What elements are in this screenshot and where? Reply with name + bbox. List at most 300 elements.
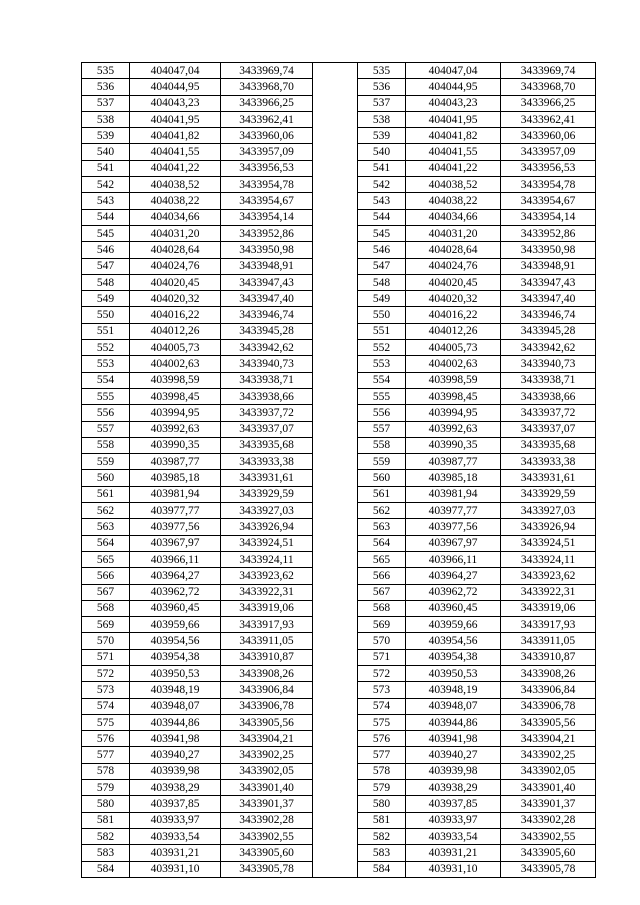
right-y-coordinate-cell: 3433938,71 (501, 372, 596, 388)
left-y-coordinate-cell: 3433902,25 (221, 747, 313, 763)
right-x-coordinate-cell: 403933,97 (406, 812, 501, 828)
left-x-coordinate-cell: 404041,22 (130, 160, 221, 176)
left-y-coordinate-cell: 3433937,72 (221, 405, 313, 421)
right-x-coordinate-cell: 404020,32 (406, 291, 501, 307)
right-y-coordinate-cell: 3433924,11 (501, 551, 596, 567)
table-row (82, 486, 596, 502)
left-y-coordinate-cell: 3433902,55 (221, 828, 313, 844)
left-y-coordinate-cell: 3433917,93 (221, 617, 313, 633)
column-gap (313, 584, 358, 600)
left-y-coordinate-cell: 3433924,51 (221, 535, 313, 551)
left-x-coordinate-cell: 404038,22 (130, 193, 221, 209)
left-y-coordinate-cell: 3433942,62 (221, 340, 313, 356)
right-y-coordinate-cell: 3433962,41 (501, 111, 596, 127)
left-y-coordinate-cell: 3433905,56 (221, 714, 313, 730)
right-x-coordinate-cell: 403985,18 (406, 470, 501, 486)
right-point-number-cell: 553 (358, 356, 406, 372)
column-gap (313, 437, 358, 453)
left-y-coordinate-cell: 3433945,28 (221, 323, 313, 339)
left-point-number-cell: 545 (82, 225, 130, 241)
right-y-coordinate-cell: 3433968,70 (501, 79, 596, 95)
right-y-coordinate-cell: 3433956,53 (501, 160, 596, 176)
column-gap (313, 535, 358, 551)
right-y-coordinate-cell: 3433969,74 (501, 63, 596, 79)
column-gap (313, 258, 358, 274)
right-y-coordinate-cell: 3433919,06 (501, 600, 596, 616)
left-x-coordinate-cell: 404005,73 (130, 340, 221, 356)
right-point-number-cell: 565 (358, 551, 406, 567)
right-x-coordinate-cell: 403981,94 (406, 486, 501, 502)
right-x-coordinate-cell: 404005,73 (406, 340, 501, 356)
right-x-coordinate-cell: 404016,22 (406, 307, 501, 323)
right-point-number-cell: 549 (358, 291, 406, 307)
left-x-coordinate-cell: 403959,66 (130, 617, 221, 633)
table-row (82, 568, 596, 584)
left-point-number-cell: 584 (82, 861, 130, 877)
left-x-coordinate-cell: 403977,56 (130, 519, 221, 535)
right-y-coordinate-cell: 3433902,25 (501, 747, 596, 763)
left-x-coordinate-cell: 404044,95 (130, 79, 221, 95)
column-gap (313, 356, 358, 372)
table-row (82, 503, 596, 519)
right-point-number-cell: 550 (358, 307, 406, 323)
right-point-number-cell: 572 (358, 665, 406, 681)
table-row (82, 307, 596, 323)
right-x-coordinate-cell: 403998,59 (406, 372, 501, 388)
right-point-number-cell: 538 (358, 111, 406, 127)
right-y-coordinate-cell: 3433901,37 (501, 796, 596, 812)
right-x-coordinate-cell: 403959,66 (406, 617, 501, 633)
right-point-number-cell: 540 (358, 144, 406, 160)
column-gap (313, 193, 358, 209)
right-x-coordinate-cell: 404047,04 (406, 63, 501, 79)
column-gap (313, 861, 358, 877)
right-y-coordinate-cell: 3433905,78 (501, 861, 596, 877)
right-y-coordinate-cell: 3433911,05 (501, 633, 596, 649)
left-point-number-cell: 541 (82, 160, 130, 176)
column-gap (313, 225, 358, 241)
column-gap (313, 503, 358, 519)
column-gap (313, 388, 358, 404)
left-point-number-cell: 572 (82, 665, 130, 681)
right-y-coordinate-cell: 3433948,91 (501, 258, 596, 274)
right-x-coordinate-cell: 404031,20 (406, 225, 501, 241)
left-x-coordinate-cell: 403948,07 (130, 698, 221, 714)
table-row (82, 405, 596, 421)
right-point-number-cell: 539 (358, 128, 406, 144)
left-y-coordinate-cell: 3433906,78 (221, 698, 313, 714)
table-row (82, 177, 596, 193)
left-y-coordinate-cell: 3433908,26 (221, 665, 313, 681)
left-x-coordinate-cell: 403938,29 (130, 780, 221, 796)
right-point-number-cell: 581 (358, 812, 406, 828)
table-row (82, 323, 596, 339)
table-row (82, 731, 596, 747)
column-gap (313, 160, 358, 176)
left-x-coordinate-cell: 403948,19 (130, 682, 221, 698)
left-x-coordinate-cell: 404012,26 (130, 323, 221, 339)
left-point-number-cell: 582 (82, 828, 130, 844)
right-x-coordinate-cell: 403998,45 (406, 388, 501, 404)
column-gap (313, 209, 358, 225)
left-x-coordinate-cell: 404038,52 (130, 177, 221, 193)
right-y-coordinate-cell: 3433950,98 (501, 242, 596, 258)
right-point-number-cell: 551 (358, 323, 406, 339)
left-x-coordinate-cell: 404041,82 (130, 128, 221, 144)
table-row (82, 861, 596, 877)
right-y-coordinate-cell: 3433954,78 (501, 177, 596, 193)
right-point-number-cell: 563 (358, 519, 406, 535)
right-x-coordinate-cell: 404024,76 (406, 258, 501, 274)
column-gap (313, 79, 358, 95)
right-x-coordinate-cell: 403977,56 (406, 519, 501, 535)
left-point-number-cell: 578 (82, 763, 130, 779)
left-y-coordinate-cell: 3433937,07 (221, 421, 313, 437)
right-y-coordinate-cell: 3433902,05 (501, 763, 596, 779)
right-x-coordinate-cell: 403962,72 (406, 584, 501, 600)
right-x-coordinate-cell: 403954,56 (406, 633, 501, 649)
right-x-coordinate-cell: 403933,54 (406, 828, 501, 844)
table-row (82, 470, 596, 486)
right-point-number-cell: 537 (358, 95, 406, 111)
left-y-coordinate-cell: 3433919,06 (221, 600, 313, 616)
left-point-number-cell: 543 (82, 193, 130, 209)
column-gap (313, 649, 358, 665)
table-body (82, 63, 596, 878)
left-point-number-cell: 583 (82, 845, 130, 861)
right-y-coordinate-cell: 3433952,86 (501, 225, 596, 241)
right-point-number-cell: 584 (358, 861, 406, 877)
right-point-number-cell: 562 (358, 503, 406, 519)
left-point-number-cell: 557 (82, 421, 130, 437)
right-point-number-cell: 554 (358, 372, 406, 388)
column-gap (313, 177, 358, 193)
left-point-number-cell: 569 (82, 617, 130, 633)
right-point-number-cell: 543 (358, 193, 406, 209)
left-y-coordinate-cell: 3433902,28 (221, 812, 313, 828)
table-row (82, 584, 596, 600)
left-y-coordinate-cell: 3433969,74 (221, 63, 313, 79)
column-gap (313, 372, 358, 388)
right-x-coordinate-cell: 404041,55 (406, 144, 501, 160)
table-row (82, 372, 596, 388)
right-point-number-cell: 547 (358, 258, 406, 274)
table-row (82, 600, 596, 616)
column-gap (313, 568, 358, 584)
right-y-coordinate-cell: 3433947,43 (501, 274, 596, 290)
left-point-number-cell: 560 (82, 470, 130, 486)
left-y-coordinate-cell: 3433960,06 (221, 128, 313, 144)
right-y-coordinate-cell: 3433908,26 (501, 665, 596, 681)
right-point-number-cell: 582 (358, 828, 406, 844)
column-gap (313, 307, 358, 323)
left-point-number-cell: 537 (82, 95, 130, 111)
right-x-coordinate-cell: 403994,95 (406, 405, 501, 421)
coordinate-table (81, 62, 596, 878)
right-y-coordinate-cell: 3433940,73 (501, 356, 596, 372)
right-y-coordinate-cell: 3433945,28 (501, 323, 596, 339)
table-row (82, 845, 596, 861)
left-point-number-cell: 571 (82, 649, 130, 665)
right-x-coordinate-cell: 403954,38 (406, 649, 501, 665)
column-gap (313, 780, 358, 796)
left-y-coordinate-cell: 3433957,09 (221, 144, 313, 160)
left-point-number-cell: 563 (82, 519, 130, 535)
table-row (82, 79, 596, 95)
right-x-coordinate-cell: 404038,52 (406, 177, 501, 193)
table-row (82, 421, 596, 437)
right-y-coordinate-cell: 3433937,07 (501, 421, 596, 437)
right-y-coordinate-cell: 3433906,78 (501, 698, 596, 714)
left-x-coordinate-cell: 404016,22 (130, 307, 221, 323)
table-row (82, 649, 596, 665)
table-row (82, 519, 596, 535)
table-row (82, 747, 596, 763)
left-point-number-cell: 547 (82, 258, 130, 274)
left-x-coordinate-cell: 404041,55 (130, 144, 221, 160)
right-y-coordinate-cell: 3433937,72 (501, 405, 596, 421)
left-point-number-cell: 568 (82, 600, 130, 616)
left-point-number-cell: 580 (82, 796, 130, 812)
right-y-coordinate-cell: 3433905,56 (501, 714, 596, 730)
column-gap (313, 111, 358, 127)
right-point-number-cell: 579 (358, 780, 406, 796)
column-gap (313, 144, 358, 160)
column-gap (313, 405, 358, 421)
left-point-number-cell: 565 (82, 551, 130, 567)
left-y-coordinate-cell: 3433906,84 (221, 682, 313, 698)
right-point-number-cell: 536 (358, 79, 406, 95)
left-x-coordinate-cell: 404031,20 (130, 225, 221, 241)
column-gap (313, 486, 358, 502)
right-y-coordinate-cell: 3433947,40 (501, 291, 596, 307)
right-point-number-cell: 535 (358, 63, 406, 79)
column-gap (313, 731, 358, 747)
column-gap (313, 95, 358, 111)
right-point-number-cell: 552 (358, 340, 406, 356)
column-gap (313, 470, 358, 486)
right-y-coordinate-cell: 3433931,61 (501, 470, 596, 486)
left-y-coordinate-cell: 3433927,03 (221, 503, 313, 519)
left-point-number-cell: 552 (82, 340, 130, 356)
right-y-coordinate-cell: 3433924,51 (501, 535, 596, 551)
right-point-number-cell: 574 (358, 698, 406, 714)
left-x-coordinate-cell: 403933,97 (130, 812, 221, 828)
left-x-coordinate-cell: 404041,95 (130, 111, 221, 127)
left-y-coordinate-cell: 3433905,60 (221, 845, 313, 861)
right-y-coordinate-cell: 3433927,03 (501, 503, 596, 519)
left-y-coordinate-cell: 3433922,31 (221, 584, 313, 600)
right-point-number-cell: 564 (358, 535, 406, 551)
right-y-coordinate-cell: 3433902,28 (501, 812, 596, 828)
column-gap (313, 763, 358, 779)
left-x-coordinate-cell: 403981,94 (130, 486, 221, 502)
left-x-coordinate-cell: 404047,04 (130, 63, 221, 79)
column-gap (313, 796, 358, 812)
right-x-coordinate-cell: 403948,19 (406, 682, 501, 698)
right-x-coordinate-cell: 403938,29 (406, 780, 501, 796)
right-x-coordinate-cell: 403987,77 (406, 454, 501, 470)
table-row (82, 128, 596, 144)
left-x-coordinate-cell: 404028,64 (130, 242, 221, 258)
table-row (82, 242, 596, 258)
right-x-coordinate-cell: 404043,23 (406, 95, 501, 111)
column-gap (313, 323, 358, 339)
left-x-coordinate-cell: 403940,27 (130, 747, 221, 763)
right-x-coordinate-cell: 403944,86 (406, 714, 501, 730)
left-point-number-cell: 539 (82, 128, 130, 144)
column-gap (313, 274, 358, 290)
right-y-coordinate-cell: 3433966,25 (501, 95, 596, 111)
right-y-coordinate-cell: 3433929,59 (501, 486, 596, 502)
right-x-coordinate-cell: 403939,98 (406, 763, 501, 779)
column-gap (313, 747, 358, 763)
left-point-number-cell: 579 (82, 780, 130, 796)
right-point-number-cell: 571 (358, 649, 406, 665)
left-y-coordinate-cell: 3433901,40 (221, 780, 313, 796)
right-point-number-cell: 566 (358, 568, 406, 584)
right-point-number-cell: 559 (358, 454, 406, 470)
table-row (82, 63, 596, 79)
left-y-coordinate-cell: 3433956,53 (221, 160, 313, 176)
right-y-coordinate-cell: 3433905,60 (501, 845, 596, 861)
left-point-number-cell: 553 (82, 356, 130, 372)
right-x-coordinate-cell: 403931,21 (406, 845, 501, 861)
left-point-number-cell: 576 (82, 731, 130, 747)
left-y-coordinate-cell: 3433929,59 (221, 486, 313, 502)
left-point-number-cell: 566 (82, 568, 130, 584)
left-y-coordinate-cell: 3433946,74 (221, 307, 313, 323)
column-gap (313, 714, 358, 730)
table-row (82, 95, 596, 111)
table-row (82, 551, 596, 567)
right-x-coordinate-cell: 403950,53 (406, 665, 501, 681)
right-y-coordinate-cell: 3433954,14 (501, 209, 596, 225)
right-point-number-cell: 555 (358, 388, 406, 404)
column-gap (313, 551, 358, 567)
left-x-coordinate-cell: 403962,72 (130, 584, 221, 600)
right-y-coordinate-cell: 3433926,94 (501, 519, 596, 535)
right-point-number-cell: 568 (358, 600, 406, 616)
right-point-number-cell: 548 (358, 274, 406, 290)
right-x-coordinate-cell: 403990,35 (406, 437, 501, 453)
right-point-number-cell: 560 (358, 470, 406, 486)
right-point-number-cell: 570 (358, 633, 406, 649)
left-y-coordinate-cell: 3433940,73 (221, 356, 313, 372)
right-point-number-cell: 576 (358, 731, 406, 747)
column-gap (313, 63, 358, 79)
left-point-number-cell: 564 (82, 535, 130, 551)
left-point-number-cell: 549 (82, 291, 130, 307)
right-point-number-cell: 583 (358, 845, 406, 861)
left-y-coordinate-cell: 3433950,98 (221, 242, 313, 258)
left-point-number-cell: 540 (82, 144, 130, 160)
left-x-coordinate-cell: 403998,45 (130, 388, 221, 404)
right-point-number-cell: 558 (358, 437, 406, 453)
left-x-coordinate-cell: 403960,45 (130, 600, 221, 616)
table-row (82, 258, 596, 274)
column-gap (313, 633, 358, 649)
column-gap (313, 242, 358, 258)
left-point-number-cell: 551 (82, 323, 130, 339)
column-gap (313, 828, 358, 844)
left-y-coordinate-cell: 3433935,68 (221, 437, 313, 453)
column-gap (313, 291, 358, 307)
right-point-number-cell: 575 (358, 714, 406, 730)
left-x-coordinate-cell: 403939,98 (130, 763, 221, 779)
column-gap (313, 128, 358, 144)
right-x-coordinate-cell: 403941,98 (406, 731, 501, 747)
table-row (82, 291, 596, 307)
table-row (82, 225, 596, 241)
right-y-coordinate-cell: 3433942,62 (501, 340, 596, 356)
right-x-coordinate-cell: 403966,11 (406, 551, 501, 567)
right-point-number-cell: 567 (358, 584, 406, 600)
table-row (82, 633, 596, 649)
left-x-coordinate-cell: 403944,86 (130, 714, 221, 730)
left-y-coordinate-cell: 3433938,71 (221, 372, 313, 388)
right-point-number-cell: 578 (358, 763, 406, 779)
left-y-coordinate-cell: 3433968,70 (221, 79, 313, 95)
right-point-number-cell: 557 (358, 421, 406, 437)
column-gap (313, 519, 358, 535)
column-gap (313, 600, 358, 616)
left-point-number-cell: 561 (82, 486, 130, 502)
table-row (82, 144, 596, 160)
left-point-number-cell: 581 (82, 812, 130, 828)
left-y-coordinate-cell: 3433904,21 (221, 731, 313, 747)
right-x-coordinate-cell: 403948,07 (406, 698, 501, 714)
right-point-number-cell: 541 (358, 160, 406, 176)
right-y-coordinate-cell: 3433902,55 (501, 828, 596, 844)
left-x-coordinate-cell: 403994,95 (130, 405, 221, 421)
right-point-number-cell: 580 (358, 796, 406, 812)
left-y-coordinate-cell: 3433966,25 (221, 95, 313, 111)
left-point-number-cell: 550 (82, 307, 130, 323)
right-y-coordinate-cell: 3433946,74 (501, 307, 596, 323)
column-gap (313, 454, 358, 470)
right-x-coordinate-cell: 403992,63 (406, 421, 501, 437)
table-row (82, 535, 596, 551)
right-y-coordinate-cell: 3433935,68 (501, 437, 596, 453)
left-x-coordinate-cell: 403990,35 (130, 437, 221, 453)
left-point-number-cell: 574 (82, 698, 130, 714)
left-y-coordinate-cell: 3433902,05 (221, 763, 313, 779)
left-x-coordinate-cell: 403998,59 (130, 372, 221, 388)
left-y-coordinate-cell: 3433954,14 (221, 209, 313, 225)
left-x-coordinate-cell: 403941,98 (130, 731, 221, 747)
right-point-number-cell: 544 (358, 209, 406, 225)
right-y-coordinate-cell: 3433954,67 (501, 193, 596, 209)
right-x-coordinate-cell: 404034,66 (406, 209, 501, 225)
right-x-coordinate-cell: 404041,82 (406, 128, 501, 144)
left-x-coordinate-cell: 403977,77 (130, 503, 221, 519)
right-x-coordinate-cell: 403940,27 (406, 747, 501, 763)
right-y-coordinate-cell: 3433906,84 (501, 682, 596, 698)
right-y-coordinate-cell: 3433917,93 (501, 617, 596, 633)
left-x-coordinate-cell: 403966,11 (130, 551, 221, 567)
left-y-coordinate-cell: 3433933,38 (221, 454, 313, 470)
left-x-coordinate-cell: 403992,63 (130, 421, 221, 437)
left-y-coordinate-cell: 3433931,61 (221, 470, 313, 486)
left-point-number-cell: 570 (82, 633, 130, 649)
left-point-number-cell: 535 (82, 63, 130, 79)
left-x-coordinate-cell: 403931,10 (130, 861, 221, 877)
left-x-coordinate-cell: 403964,27 (130, 568, 221, 584)
left-x-coordinate-cell: 403985,18 (130, 470, 221, 486)
right-y-coordinate-cell: 3433960,06 (501, 128, 596, 144)
left-x-coordinate-cell: 403954,38 (130, 649, 221, 665)
